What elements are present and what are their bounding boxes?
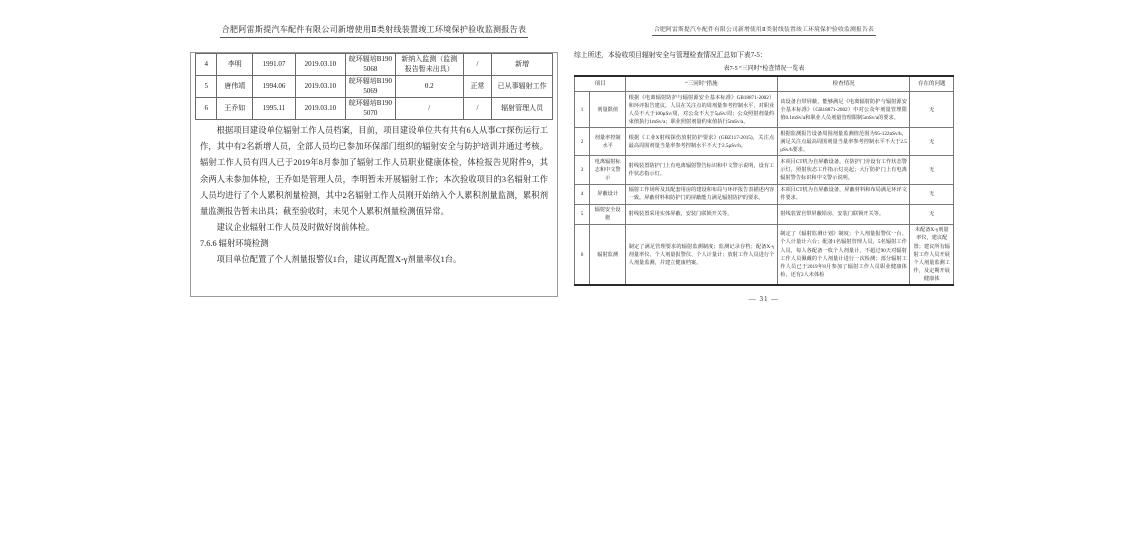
- table-cell: /: [395, 98, 463, 120]
- table-row: [575, 92, 954, 128]
- table-cell: 射线装置采用实体屏蔽，安装门联锁开关等。: [626, 204, 778, 224]
- table-cell: 辐射工作场所及其配套用房的建设和布局与环评报告表描述内容一致。屏蔽材料和防护门的屏蔽能力满足辐射防护的要求。: [626, 184, 778, 204]
- table-cell: 皖环辐培B1905069: [345, 76, 395, 98]
- page-header-title-text: 合肥阿雷斯提汽车配件有限公司新增使用Ⅱ类射线装置竣工环境保护验收监测报告表: [652, 24, 876, 36]
- table-cell: 5: [196, 76, 217, 98]
- table-cell: 根据《工业X射线探伤放射防护要求》(GBZ117-2015)，关注点最高周围剂量当量率参考控制水平不大于2.5μSv/h。: [626, 128, 778, 156]
- table-cell: 无: [910, 204, 954, 224]
- table-row: [575, 184, 954, 204]
- table-cell: 唐伟靖: [217, 76, 253, 98]
- table-cell: 射线装置防护门上有电离辐射警告标识和中文警示说明，设有工作状态指示灯。: [626, 156, 778, 184]
- paragraph-recommendation: 建议企业辐射工作人员及时做好岗前体检。: [216, 223, 375, 233]
- staff-table-body: [196, 54, 553, 120]
- page-header-title-text: 合肥阿雷斯提汽车配件有限公司新增使用Ⅱ类射线装置竣工环境保护验收监测报告表: [220, 24, 529, 38]
- table-cell: 3: [575, 156, 590, 184]
- table-cell: 4: [196, 54, 217, 76]
- page-header-title: [574, 24, 954, 36]
- paragraph-staff-summary: 根据项目建设单位辐射工作人员档案，目前，项目建设单位共有共有6人从事CT探伤运行工作，其中有2名新增人员，全部人员均已参加环保部门组织的辐射安全与防护培训并通过考核。辐射工作人员有四人已于2019年8月参加了辐射工作人员职业健康体检，体检报告见附件9，其余两人未参加体检，王乔如是管理人员，李明暂未开展辐射工作；本次验收项目的3名辐射工作人员均进行了个人累积剂量检测，其中2名辐射工作人员刚开始纳入个人累积剂量监测，累积剂量监测报告暂未出具；截至验收时，未见个人累积剂量检测值异常。: [200, 126, 548, 216]
- page-number: — 31 —: [748, 295, 780, 304]
- table-cell: 剂量率控制水平: [590, 128, 626, 156]
- col-header-check: 检查情况: [777, 76, 910, 92]
- table-cell: 射线装置自带屏蔽铅房，安装门联锁开关等。: [777, 204, 910, 224]
- table-cell: 电离辐射标志和中文警示: [590, 156, 626, 184]
- table-cell: 辐射监测: [590, 224, 626, 285]
- table-cell: 5: [575, 204, 590, 224]
- table-cell: 2019.03.10: [295, 76, 345, 98]
- table-cell: 1995.11: [253, 98, 296, 120]
- table-cell: 正常: [463, 76, 492, 98]
- table-cell: 6: [575, 224, 590, 285]
- table-row: [196, 98, 553, 120]
- table-cell: 4: [575, 184, 590, 204]
- check-table-body: [575, 92, 954, 286]
- table-row: [575, 204, 954, 224]
- table-cell: 2019.03.10: [295, 98, 345, 120]
- table-cell: 该设备自带屏蔽，能够满足《电离辐射防护与辐射源安全基本标准》（GB18871-2002）中对公众年剂量管理限值0.1mSv/a和职业人员剂量管理限制5mSv/a的要求。: [777, 92, 910, 128]
- table-row: [575, 128, 954, 156]
- three-simultaneity-check-table: [574, 75, 954, 286]
- table-row: [196, 76, 553, 98]
- report-page-left: [190, 24, 558, 297]
- table-cell: 1991.07: [253, 54, 296, 76]
- table-cell: 0.2: [395, 76, 463, 98]
- table-cell: 屏蔽设计: [590, 184, 626, 204]
- table-row: [575, 156, 954, 184]
- table-cell: 新增: [492, 54, 553, 76]
- report-page-right: [574, 24, 954, 303]
- check-table-header-row: [575, 76, 954, 92]
- table-cell: 本项目CT机为自屏蔽设备，在防护门旁设有工作状态警示灯，照射状态工作指示灯亮起；大厅防护门上有电离辐射警告标识和中文警示说明。: [777, 156, 910, 184]
- summary-intro-line: 综上所述，本验收项目辐射安全与管理检查情况汇总如下表7-5：: [574, 52, 767, 59]
- table-cell: 皖环辐培B1905068: [345, 54, 395, 76]
- table-cell: 2019.03.10: [295, 54, 345, 76]
- table-cell: 李明: [217, 54, 253, 76]
- report-content-box: [190, 52, 558, 297]
- table-cell: 2: [575, 128, 590, 156]
- table-cell: /: [463, 98, 492, 120]
- table-row: [196, 54, 553, 76]
- table-cell: 已从事辐射工作: [492, 76, 553, 98]
- table-cell: 剂量限值: [590, 92, 626, 128]
- table-cell: 辐射安全设施: [590, 204, 626, 224]
- col-header-measure: “三同时”措施: [626, 76, 778, 92]
- table-caption: 表7-5 “三同时”检查情况一览表: [723, 66, 805, 72]
- radiation-staff-table: [195, 53, 553, 120]
- col-header-item: 项目: [575, 76, 626, 92]
- table-cell: 根据《电离辐射防护与辐射源安全基本标准》GB18871-2002）和环评报告建议，人员在关注点的周剂量参考控制水平，对职业人员不大于100μSv/周，对公众不大于5μSv/周；公众照射剂量约束值执行1mSv/a；职业照射剂量约束值执行5mSv/a。: [626, 92, 778, 128]
- table-cell: 根据监测报告设备周围剂量监测值范围为95-122nSv/h，满足关注点最高周围剂量当量率参考控制水平不大于2.5μSv/h要求。: [777, 128, 910, 156]
- paragraph-equipment: 项目单位配置了个人剂量报警仪1台，建议再配置X-γ剂量率仪1台。: [216, 255, 462, 265]
- table-cell: 制定了《辐射监测计划》制度；个人剂量报警仪一台、个人计量计六台；配备1名辐射管理人员，5名辐射工作人员，每人各配备一枚个人剂量计，不超过90天对辐射工作人员佩戴的个人剂量计进行一次检测；部分辐射工作人员已于2019年8月参加了辐射工作人员职业健康体检，还有2人未体检: [777, 224, 910, 285]
- table-cell: 制定了满足管理要求的辐射监测制度；监测记录存档；配备X-γ剂量率仪、个人剂量报警仪、个人计量计；放射工作人员进行个人剂量监测，并建立健康档案。: [626, 224, 778, 285]
- page-header-title: [190, 24, 558, 38]
- table-cell: 6: [196, 98, 217, 120]
- table-cell: 无: [910, 184, 954, 204]
- table-cell: 未配备X-γ剂量率仪，建议配置；建议所有辐射工作人员开展个人剂量监测工作，及定期开展健康体: [910, 224, 954, 285]
- table-cell: 1: [575, 92, 590, 128]
- section-heading-766: 7.6.6 辐射环境检测: [200, 239, 269, 249]
- table-cell: /: [463, 54, 492, 76]
- table-cell: 1994.06: [253, 76, 296, 98]
- table-cell: 无: [910, 92, 954, 128]
- table-row: [575, 224, 954, 285]
- col-header-issue: 存在的问题: [910, 76, 954, 92]
- table-cell: 皖环辐培B1905070: [345, 98, 395, 120]
- table-cell: 新纳入监测（监测报告暂未出具）: [395, 54, 463, 76]
- table-cell: 无: [910, 156, 954, 184]
- table-cell: 无: [910, 128, 954, 156]
- table-cell: 王乔如: [217, 98, 253, 120]
- table-cell: 辐射管理人员: [492, 98, 553, 120]
- report-body-text: [191, 120, 557, 269]
- table-cell: 本项目CT机为自屏蔽设备，屏蔽材料和布局满足环评文件要求。: [777, 184, 910, 204]
